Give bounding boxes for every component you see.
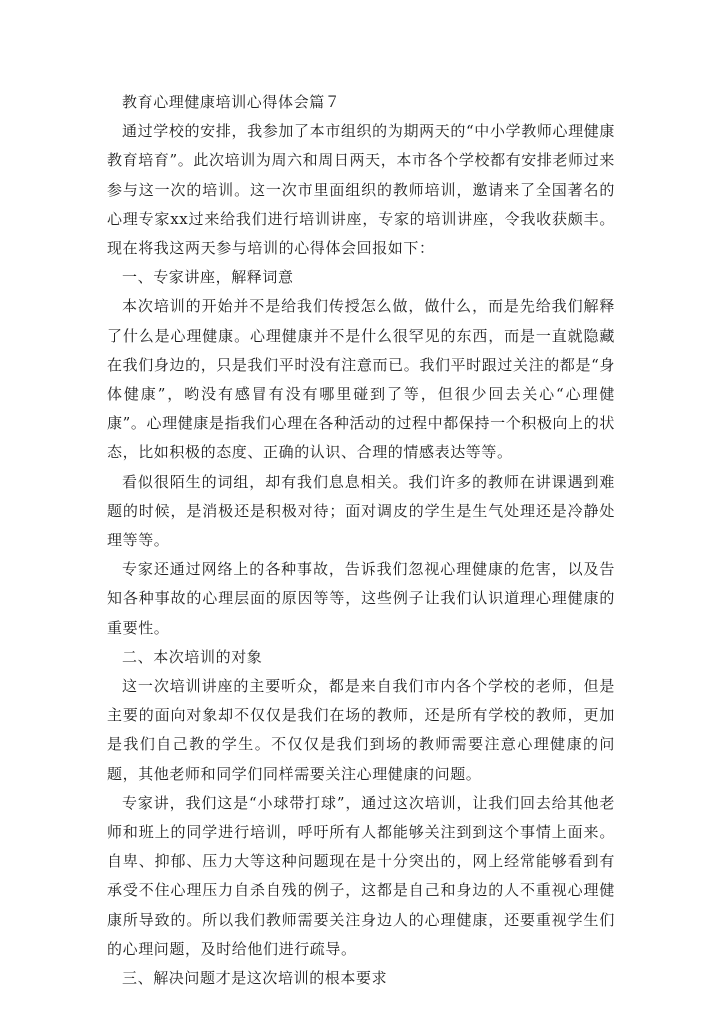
paragraph-audience: 这一次培训讲座的主要听众，都是来自我们市内各个学校的老师，但是主要的面向对象却不仅仅是我们在场的教师，还是所有学校的教师，更加是我们自己教的学生。不仅仅是我们到场的教师需要注意心理健康的问题，其他老师和同学们同样需要关注心理健康的问题。 <box>107 677 615 783</box>
paragraph-intro: 通过学校的安排，我参加了本市组织的为期两天的“中小学教师心理健康教育培育”。此次培训为周六和周日两天，本市各个学校都有安排老师过来参与这一次的培训。这一次市里面组织的教师培训，邀请来了全国著名的心理专家xx过来给我们进行培训讲座，专家的培训讲座，令我收获颇丰。现在将我这两天参与培训的心得体会回报如下： <box>107 122 615 258</box>
paragraph-definition: 本次培训的开始并不是给我们传授怎么做，做什么，而是先给我们解释了什么是心理健康。心理健康并不是什么很罕见的东西，而是一直就隐藏在我们身边的，只是我们平时没有注意而已。我们平时跟过关注的都是“身体健康”，哟没有感冒有没有哪里碰到了等，但很少回去关心“心理健康”。心理健康是指我们心理在各种活动的过程中都保持一个积极向上的状态，比如积极的态度、正确的认识、合理的情感表达等等。 <box>107 297 615 462</box>
document-title: 教育心理健康培训心得体会篇７ <box>122 93 341 111</box>
paragraph-relevance: 看似很陌生的词组，却有我们息息相关。我们许多的教师在讲课遇到难题的时候，是消极还是积极对待；面对调皮的学生是生气处理还是冷静处理等等。 <box>107 472 615 550</box>
section-heading-3: 三、解决问题才是这次培训的根本要求 <box>122 969 388 988</box>
section-heading-2: 二、本次培训的对象 <box>122 647 263 666</box>
section-heading-1: 一、专家讲座，解释词意 <box>122 268 294 287</box>
document-body <box>107 88 615 993</box>
paragraph-small-ball: 专家讲，我们这是“小球带打球”，通过这次培训，让我们回去给其他老师和班上的同学进行培训，呼吁所有人都能够关注到到这个事情上面来。自卑、抑郁、压力大等这种问题现在是十分突出的，网上经常能够看到有承受不住心理压力自杀自残的例子，这都是自己和身边的人不重视心理健康所导致的。所以我们教师需要关注身边人的心理健康，还要重视学生们的心理问题，及时给他们进行疏导。 <box>107 793 615 958</box>
paragraph-examples: 专家还通过网络上的各种事故，告诉我们忽视心理健康的危害，以及告知各种事故的心理层面的原因等等，这些例子让我们认识道理心理健康的重要性。 <box>107 560 615 637</box>
